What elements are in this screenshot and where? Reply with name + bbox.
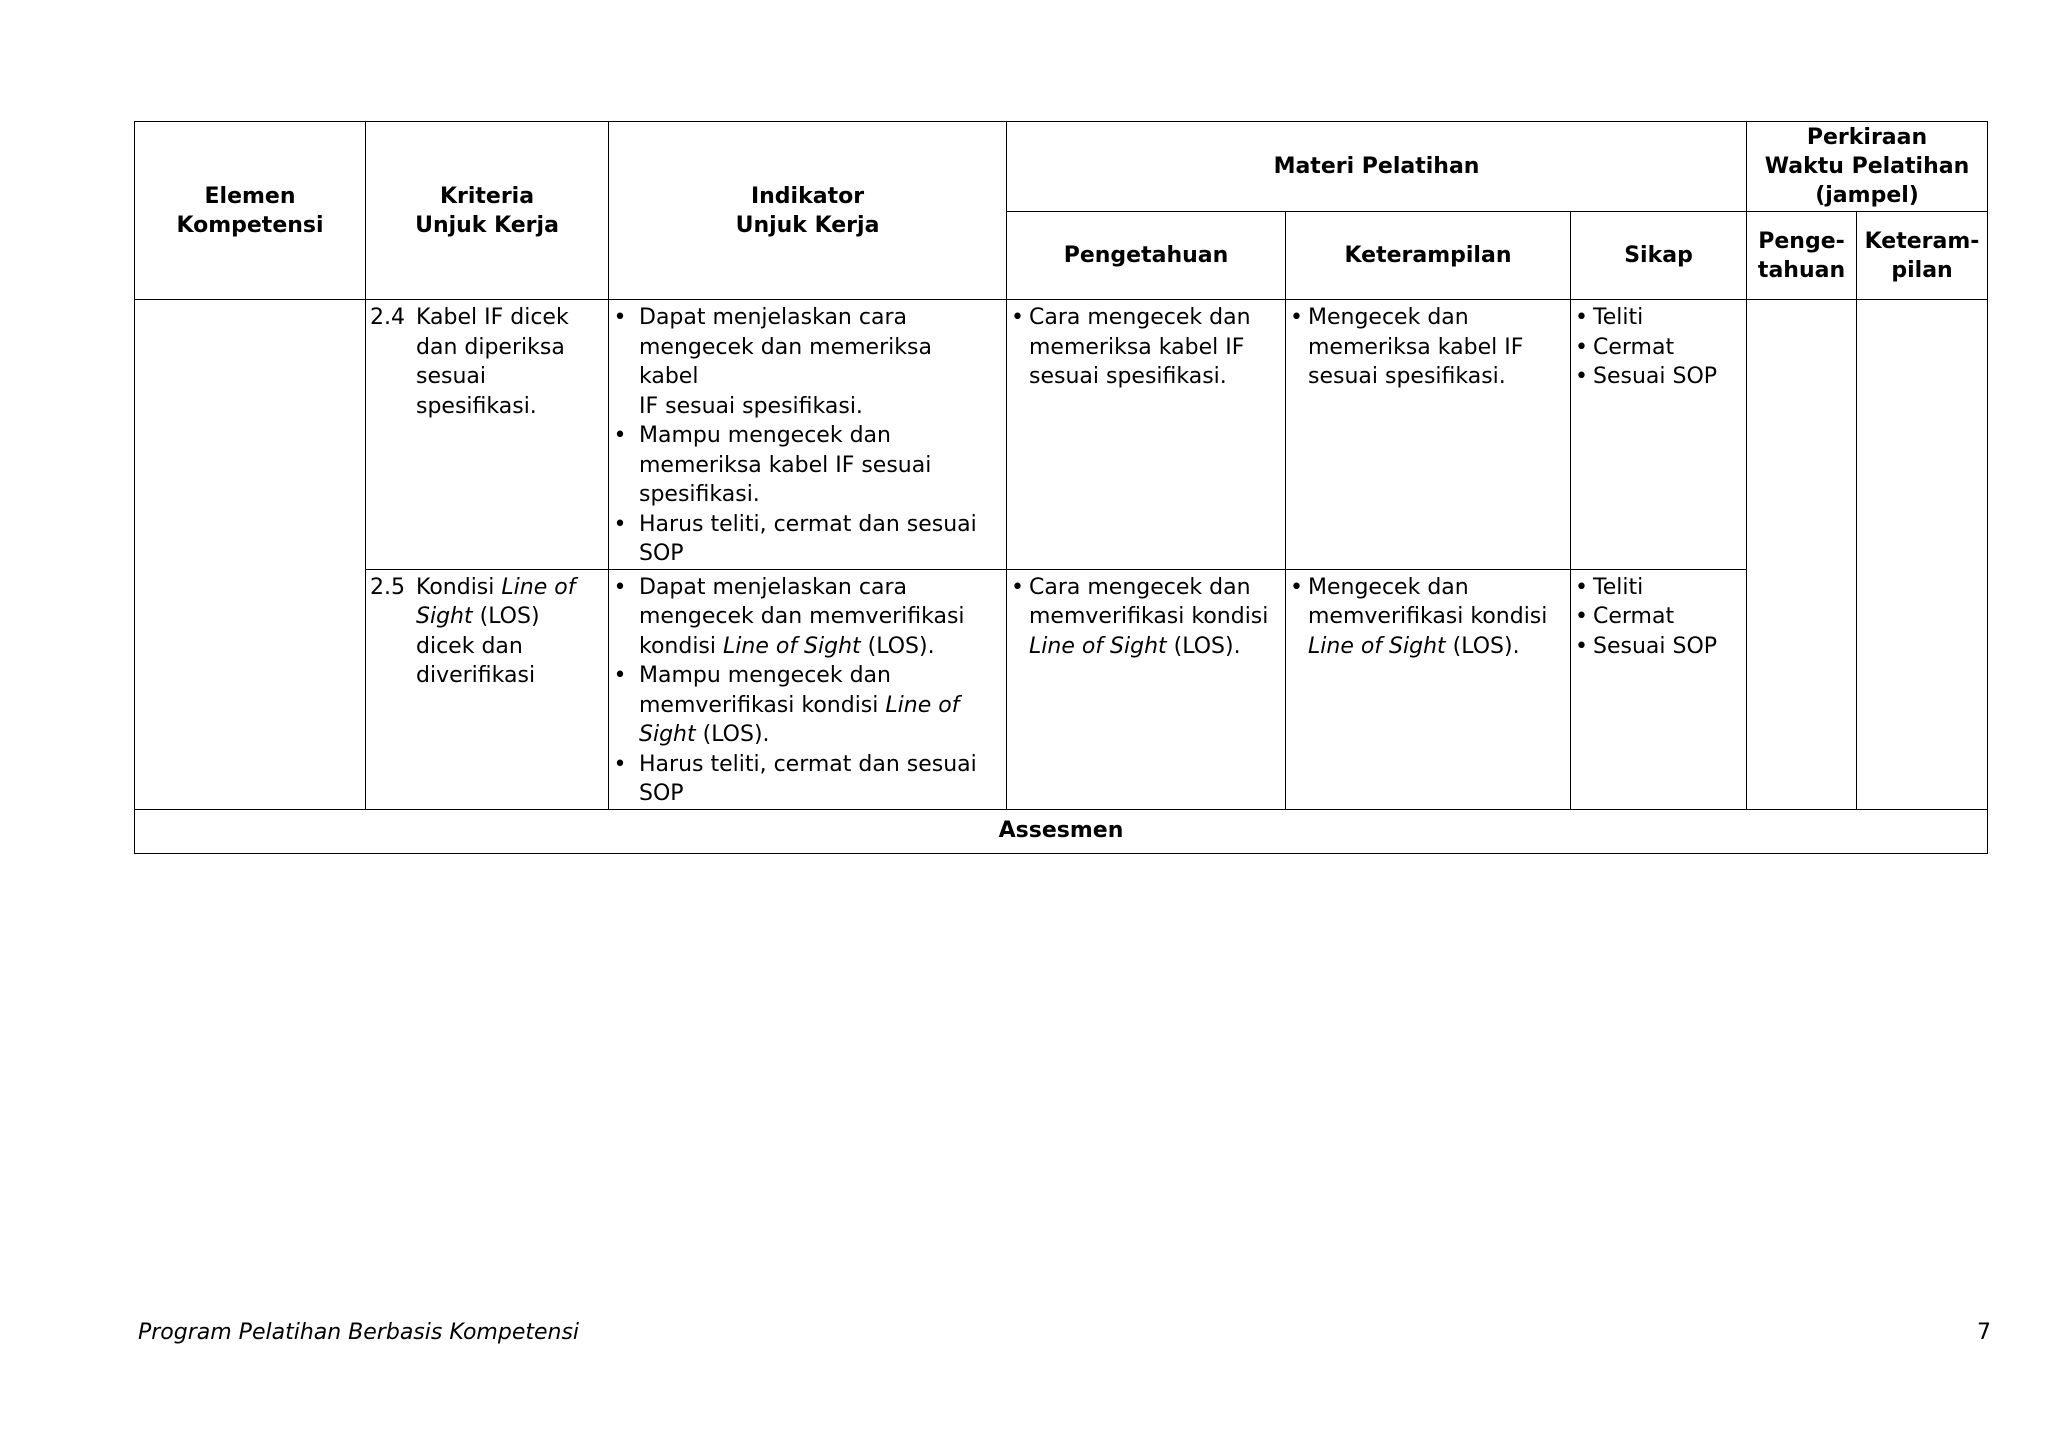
bullet-icon: • xyxy=(1575,364,1588,389)
header-pengetahuan: Pengetahuan xyxy=(1007,212,1286,300)
table-row xyxy=(135,300,1988,570)
footer-title: Program Pelatihan Berbasis Kompetensi xyxy=(138,1320,580,1345)
list-item: • Cara mengecek dan memverifikasi kondisi Line of Sight (LOS). xyxy=(1011,574,1269,659)
table-row xyxy=(135,569,1988,809)
header-kriteria-unjuk-kerja: Kriteria Unjuk Kerja xyxy=(366,122,609,300)
keterampilan-cell xyxy=(1286,300,1571,570)
keterampilan-cell xyxy=(1286,569,1571,809)
bullet-icon: • xyxy=(613,511,627,537)
list-item: • Sesuai SOP xyxy=(1575,362,1740,392)
header-materi-pelatihan: Materi Pelatihan xyxy=(1007,122,1747,212)
list-item: • Dapat menjelaskan cara mengecek dan memeriksa kabel IF sesuai spesifikasi. xyxy=(613,305,932,419)
bullet-icon: • xyxy=(1011,305,1024,330)
bullet-icon: • xyxy=(613,751,627,777)
list-item: • Harus teliti, cermat dan sesuai SOP xyxy=(613,511,977,566)
pengetahuan-cell xyxy=(1007,569,1286,809)
jampel-keterampilan-cell xyxy=(1857,300,1988,810)
training-program-table xyxy=(134,121,1988,854)
bullet-icon: • xyxy=(1575,633,1588,659)
indikator-cell xyxy=(609,569,1007,809)
bullet-icon: • xyxy=(1011,574,1024,600)
page-number: 7 xyxy=(1977,1320,1991,1345)
list-item: • Harus teliti, cermat dan sesuai SOP xyxy=(613,751,977,806)
kuk-text: Kabel IF dicek dan diperiksa sesuai spesifikasi. xyxy=(416,305,569,419)
bullet-icon: • xyxy=(1575,604,1588,629)
bullet-icon: • xyxy=(1575,334,1588,360)
bullet-icon: • xyxy=(613,663,627,688)
header-perkiraan-waktu: Perkiraan Waktu Pelatihan (jampel) xyxy=(1747,122,1988,212)
indikator-cell xyxy=(609,300,1007,570)
bullet-icon: • xyxy=(1290,305,1303,330)
list-item: • Teliti xyxy=(1575,303,1740,333)
list-item: • Teliti xyxy=(1575,573,1740,603)
header-jampel-keterampilan: Keteram- pilan xyxy=(1857,212,1988,300)
header-keterampilan: Keterampilan xyxy=(1286,212,1571,300)
jampel-pengetahuan-cell xyxy=(1747,300,1857,810)
kuk-cell xyxy=(366,569,609,809)
header-jampel-pengetahuan: Penge- tahuan xyxy=(1747,212,1857,300)
sikap-cell xyxy=(1571,569,1747,809)
header-sikap: Sikap xyxy=(1571,212,1747,300)
list-item: • Mengecek dan memverifikasi kondisi Line of Sight (LOS). xyxy=(1290,574,1548,659)
bullet-icon: • xyxy=(1575,574,1588,600)
elemen-kompetensi-cell xyxy=(135,300,366,810)
bullet-icon: • xyxy=(613,574,627,600)
list-item: • Dapat menjelaskan cara mengecek dan memverifikasi kondisi Line of Sight (LOS). xyxy=(613,574,965,659)
assesmen-row: Assesmen xyxy=(135,809,1988,853)
bullet-icon: • xyxy=(613,305,627,330)
kuk-text: Kondisi Line of Sight (LOS) dicek dan diverifikasi xyxy=(416,574,576,688)
pengetahuan-cell xyxy=(1007,300,1286,570)
bullet-icon: • xyxy=(1575,305,1588,330)
kuk-number: 2.5 xyxy=(370,574,405,600)
kuk-number: 2.4 xyxy=(370,305,405,330)
header-indikator-unjuk-kerja: Indikator Unjuk Kerja xyxy=(609,122,1007,300)
list-item: • Mampu mengecek dan memverifikasi kondisi Line of Sight (LOS). xyxy=(613,663,960,747)
sikap-cell xyxy=(1571,300,1747,570)
bullet-icon: • xyxy=(613,423,627,448)
kuk-cell xyxy=(366,300,609,570)
bullet-icon: • xyxy=(1290,574,1303,600)
list-item: • Cermat xyxy=(1575,602,1740,632)
list-item: • Mengecek dan memeriksa kabel IF sesuai spesifikasi. xyxy=(1290,305,1524,389)
list-item: • Cermat xyxy=(1575,333,1740,363)
list-item: • Cara mengecek dan memeriksa kabel IF sesuai spesifikasi. xyxy=(1011,305,1251,389)
header-elemen-kompetensi: Elemen Kompetensi xyxy=(135,122,366,300)
list-item: • Mampu mengecek dan memeriksa kabel IF sesuai spesifikasi. xyxy=(613,423,932,507)
list-item: • Sesuai SOP xyxy=(1575,632,1740,662)
